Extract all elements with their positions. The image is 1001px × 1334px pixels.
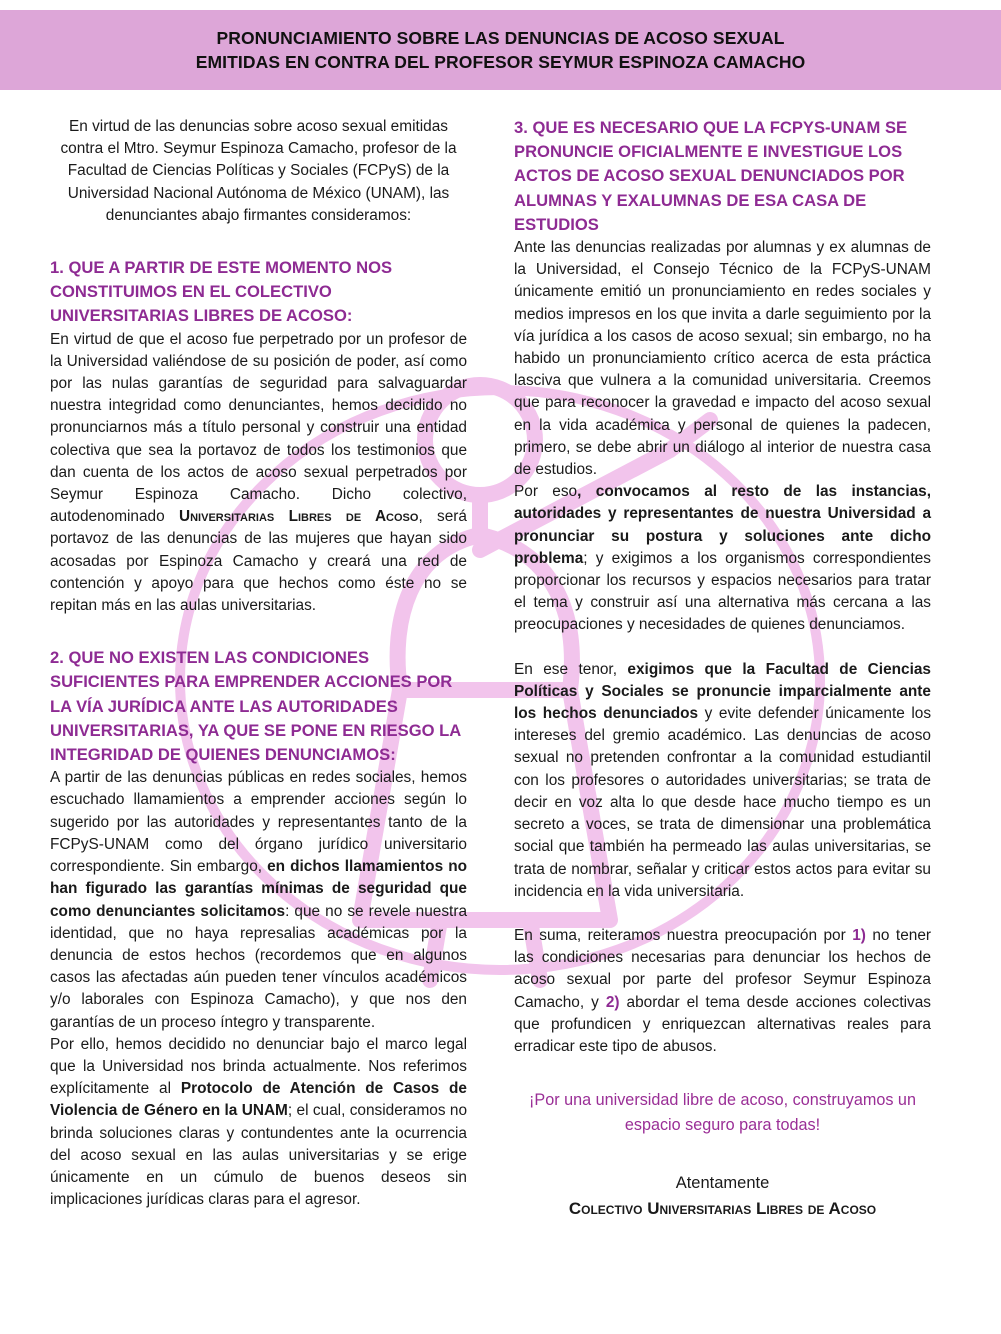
signer-name: Colectivo Universitarias Libres de Acoso xyxy=(568,1199,877,1219)
signature-greeting: Atentamente xyxy=(675,1174,770,1193)
section-1-body: En virtud de que el acoso fue perpetrado por un profesor de la Universidad valiéndose de su posición de poder, así como por las nulas garantías de seguridad para salvaguardar nuestra integridad como denunciantes, hemos decidido no pronunciarnos más a título personal y construir una entidad colectiva que sea la portavoz de todos los testimonios que dan cuenta de los actos de acoso sexual perpetrados por Seymur Espinoza Camacho. Dicho colectivo, autodenominado Universitarias Libres de Acoso, será portavoz de las denuncias de las mujeres que hayan sido acosadas por Espinoza Camacho y creará una red de contención y apoyo para que hechos como éste no se repitan más en las aulas universitarias. xyxy=(50,330,467,615)
header-title-line-1: PRONUNCIAMIENTO SOBRE LAS DENUNCIAS DE ACOSO SEXUAL xyxy=(216,28,785,48)
closing-slogan: ¡Por una universidad libre de acoso, construyamos un espacio seguro para todas! xyxy=(529,1091,916,1135)
right-column xyxy=(514,116,931,1221)
section-2-body-2: Por ello, hemos decidido no denunciar bajo el marco legal que la Universidad nos brinda actualmente. Nos referimos explícitamente al Protocolo de Atención de Casos de Violencia de Género en la UNAM; el cual, consideramos no brinda soluciones claras y contundentes ante la ocurrencia del acoso sexual en las aulas universitarias y se erige únicamente en un cúmulo de buenos deseos sin implicaciones jurídicas claras para el agresor. xyxy=(50,1035,468,1209)
intro-paragraph: En virtud de las denuncias sobre acoso sexual emitidas contra el Mtro. Seymur Espinoza Camacho, profesor de la Facultad de Ciencias Políticas y Sociales (FCPyS) de la Universidad Nacional Autónoma de México (UNAM), las denunciantes abajo firmantes consideramos: xyxy=(60,118,457,224)
section-1-title: 1. QUE A PARTIR DE ESTE MOMENTO NOS CONSTITUIMOS EN EL COLECTIVO UNIVERSITARIAS LIBRES DE ACOSO: xyxy=(50,258,393,326)
section-3-body-2: Por eso, convocamos al resto de las instancias, autoridades y representantes de nuestra Universidad a pronunciar su postura y soluciones ante dicho problema; y exigimos a los organismos correspondientes proporcionar los recursos y espacios necesarios para tratar el tema y construir así una alternativa más cercana a las preocupaciones y necesidades de quienes denunciamos. xyxy=(514,483,931,634)
section-3-body: Ante las denuncias realizadas por alumnas y ex alumnas de la Universidad, el Consejo Técnico de la FCPyS-UNAM únicamente emitió un pronunciamiento en redes sociales y medios impresos en los que invita a darle seguimiento por la vía jurídica a los casos de acoso sexual; sin embargo, no ha habido un pronunciamiento crítico acerca de esta práctica lasciva que vulnera a la comunidad universitaria. Creemos que para reconocer la gravedad e impacto del acoso sexual en la vida académica y personal de quienes la padecen, primero, se debe abrir un diálogo al interior de nuestra casa de estudios. xyxy=(514,239,931,479)
paragraph-summary: En suma, reiteramos nuestra preocupación por 1) no tener las condiciones necesarias para denunciar los hechos de acoso sexual por parte del profesor Seymur Espinoza Camacho, y 2) abordar el tema desde acciones colectivas que profundicen y enriquezcan alternativas reales para erradicar este tipo de abusos. xyxy=(514,926,932,1055)
section-2-body: A partir de las denuncias públicas en redes sociales, hemos escuchado llamamientos a emprender acciones según lo sugerido por las autoridades y representantes tanto de la FCPyS-UNAM como del órgano jurídico universitario correspondiente. Sin embargo, en dichos llamamientos no han figurado las garantías mínimas de seguridad que como denunciantes solicitamos: que no se revele nuestra identidad, que no haya represalias académicas por la denuncia de estos hechos (recordemos que en algunos casos las afectadas aún pueden tener vínculos académicos y/o laborales con Espinoza Camacho), y que nos den garantías de un proceso íntegro y transparente. xyxy=(50,769,468,1031)
document-header xyxy=(0,10,1001,90)
left-column xyxy=(50,116,467,1211)
section-3-title: 3. QUE ES NECESARIO QUE LA FCPYS-UNAM SE PRONUNCIE OFICIALMENTE E INVESTIGUE LOS ACTOS DE ACOSO SEXUAL DENUNCIADOS POR ALUMNAS Y EXALUMNAS DE ESA CASA DE ESTUDIOS xyxy=(514,118,908,234)
section-2-title: 2. QUE NO EXISTEN LAS CONDICIONES SUFICIENTES PARA EMPRENDER ACCIONES POR LA VÍA JURÍDICA ANTE LAS AUTORIDADES UNIVERSITARIAS, YA QUE SE PONE EN RIESGO LA INTEGRIDAD DE QUIENES DENUNCIAMOS: xyxy=(50,648,461,765)
paragraph-tenor: En ese tenor, exigimos que la Facultad de Ciencias Políticas y Sociales se pronuncie imparcialmente ante los hechos denunciados y evite defender únicamente los intereses del gremio académico. Las denuncias de acoso sexual no pretenden confrontar a la comunidad estudiantil con los profesores o autoridades universitarias; se trata de decir en voz alta lo que desde hace mucho tiempo es un secreto a voces, se trata de dimensionar una problemática social que también ha permeado las aulas universitarias, se trata de nombrar, señalar y criticar estos actos para evitar su incidencia en la vida universitaria. xyxy=(514,660,932,900)
header-title-line-2: EMITIDAS EN CONTRA DEL PROFESOR SEYMUR ESPINOZA CAMACHO xyxy=(195,52,806,72)
